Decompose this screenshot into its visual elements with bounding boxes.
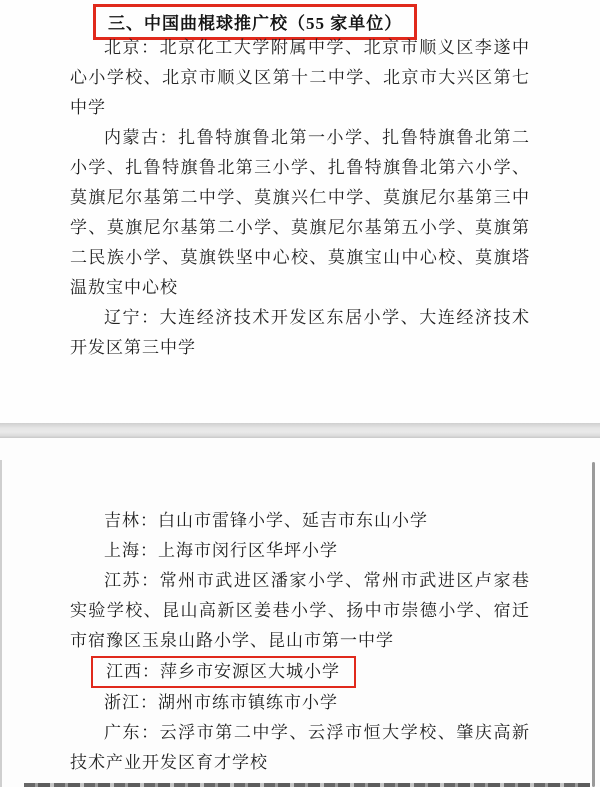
page-left-edge-line	[0, 460, 2, 787]
scrollbar-thumb[interactable]	[592, 462, 595, 787]
section-title: 三、中国曲棍球推广校（55 家单位）	[108, 14, 403, 33]
province-entry-neimenggu: 内蒙古：扎鲁特旗鲁北第一小学、扎鲁特旗鲁北第二小学、扎鲁特旗鲁北第三小学、扎鲁特旗鲁北第六小学、莫旗尼尔基第二中学、莫旗兴仁中学、莫旗尼尔基第三中学、莫旗尼尔基第二小学、莫旗尼尔基第五小学、莫旗第二民族小学、莫旗铁坚中心校、莫旗宝山中心校、莫旗塔温敖宝中心校	[70, 128, 530, 297]
bottom-paragraphs	[70, 506, 530, 778]
province-entry-zhejiang: 浙江：湖州市练市镇练市小学	[104, 693, 338, 712]
province-entry-jilin: 吉林：白山市雷锋小学、延吉市东山小学	[104, 511, 428, 530]
province-entry-liaoning: 辽宁：大连经济技术开发区东居小学、大连经济技术开发区第三中学	[70, 308, 530, 357]
screenshot-divider-band	[0, 423, 600, 438]
page-section-bottom	[0, 438, 600, 787]
province-entry-beijing: 北京：北京化工大学附属中学、北京市顺义区李遂中心小学校、北京市顺义区第十二中学、北京市大兴区第七中学	[70, 38, 530, 117]
province-entry-jiangsu: 江苏：常州市武进区潘家小学、常州市武进区卢家巷实验学校、昆山高新区姜巷小学、扬中市崇德小学、宿迁市宿豫区玉泉山路小学、昆山市第一中学	[70, 571, 530, 650]
province-entry-guangdong: 广东：云浮市第二中学、云浮市恒大学校、肇庆高新技术产业开发区育才学校	[70, 723, 530, 772]
cut-off-text-line	[24, 783, 590, 787]
province-entry-shanghai: 上海：上海市闵行区华坪小学	[104, 541, 338, 560]
province-entry-jiangxi	[70, 656, 530, 688]
jiangxi-highlight-box: 江西：萍乡市安源区大城小学	[91, 656, 356, 688]
top-paragraphs	[70, 33, 530, 363]
